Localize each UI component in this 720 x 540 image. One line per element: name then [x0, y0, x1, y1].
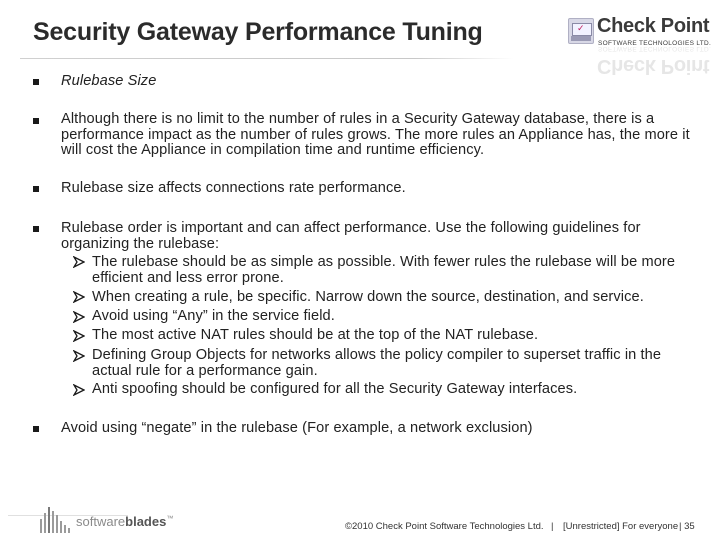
- bullet-rulebase-size: Rulebase Size: [61, 73, 157, 89]
- bullet-rulebase-order: Rulebase order is important and can affect performance. Use the following guidelines for organizing the rulebase:: [61, 220, 641, 252]
- check-point-logo: [565, 16, 715, 76]
- sub-bullet-anti-spoofing: Anti spoofing should be configured for all the Security Gateway interfaces.: [92, 381, 578, 397]
- software-blades-bars-icon: [40, 507, 74, 533]
- sub-bullet-avoid-any: Avoid using “Any” in the service field.: [92, 308, 335, 324]
- logo-reflection: Check Point SOFTWARE TECHNOLOGIES LTD.: [597, 45, 712, 77]
- square-bullet-icon: [33, 186, 39, 192]
- sub-bullet-group-objects: Defining Group Objects for networks allows the policy compiler to superset traffic in the actual rule for a performance gain.: [92, 347, 662, 379]
- footer-classification: [Unrestricted] For everyone: [563, 521, 679, 532]
- brand-trademark: ™: [166, 515, 174, 523]
- arrow-bullet-icon: [73, 330, 85, 342]
- square-bullet-icon: [33, 426, 39, 432]
- brand-bold: blades: [125, 514, 167, 529]
- logo-subtitle: SOFTWARE TECHNOLOGIES LTD.: [598, 40, 712, 47]
- footer-separator: |: [551, 521, 554, 532]
- footer-page-number: | 35: [679, 521, 695, 532]
- software-blades-brand: [76, 514, 173, 529]
- square-bullet-icon: [33, 79, 39, 85]
- footer-copyright: ©2010 Check Point Software Technologies Ltd.: [345, 521, 544, 532]
- arrow-bullet-icon: [73, 291, 85, 303]
- arrow-bullet-icon: [73, 311, 85, 323]
- square-bullet-icon: [33, 226, 39, 232]
- bullet-rule-limit: Although there is no limit to the number of rules in a Security Gateway database, there is a performance impact as the number of rules grows. The more rules an Appliance has, the more it will cost the Appliance in compilation time and runtime efficiency.: [61, 111, 690, 159]
- bullet-rulebase-size-performance: Rulebase size affects connections rate performance.: [61, 180, 406, 196]
- sub-bullet-be-specific: When creating a rule, be specific. Narrow down the source, destination, and service.: [92, 289, 644, 305]
- arrow-bullet-icon: [73, 384, 85, 396]
- bullet-avoid-negate: Avoid using “negate” in the rulebase (For example, a network exclusion): [61, 420, 533, 436]
- brand-prefix: software: [76, 514, 126, 529]
- check-point-logo-icon: ✓: [568, 18, 594, 44]
- logo-name: Check Point: [597, 15, 710, 37]
- sub-bullet-nat-rules: The most active NAT rules should be at the top of the NAT rulebase.: [92, 327, 539, 343]
- arrow-bullet-icon: [73, 350, 85, 362]
- title-divider: [20, 58, 514, 59]
- arrow-bullet-icon: [73, 256, 85, 268]
- slide-title: Security Gateway Performance Tuning: [33, 18, 483, 46]
- sub-bullet-simple-rulebase: The rulebase should be as simple as possible. With fewer rules the rulebase will be more efficient and less error prone.: [92, 254, 676, 286]
- square-bullet-icon: [33, 118, 39, 124]
